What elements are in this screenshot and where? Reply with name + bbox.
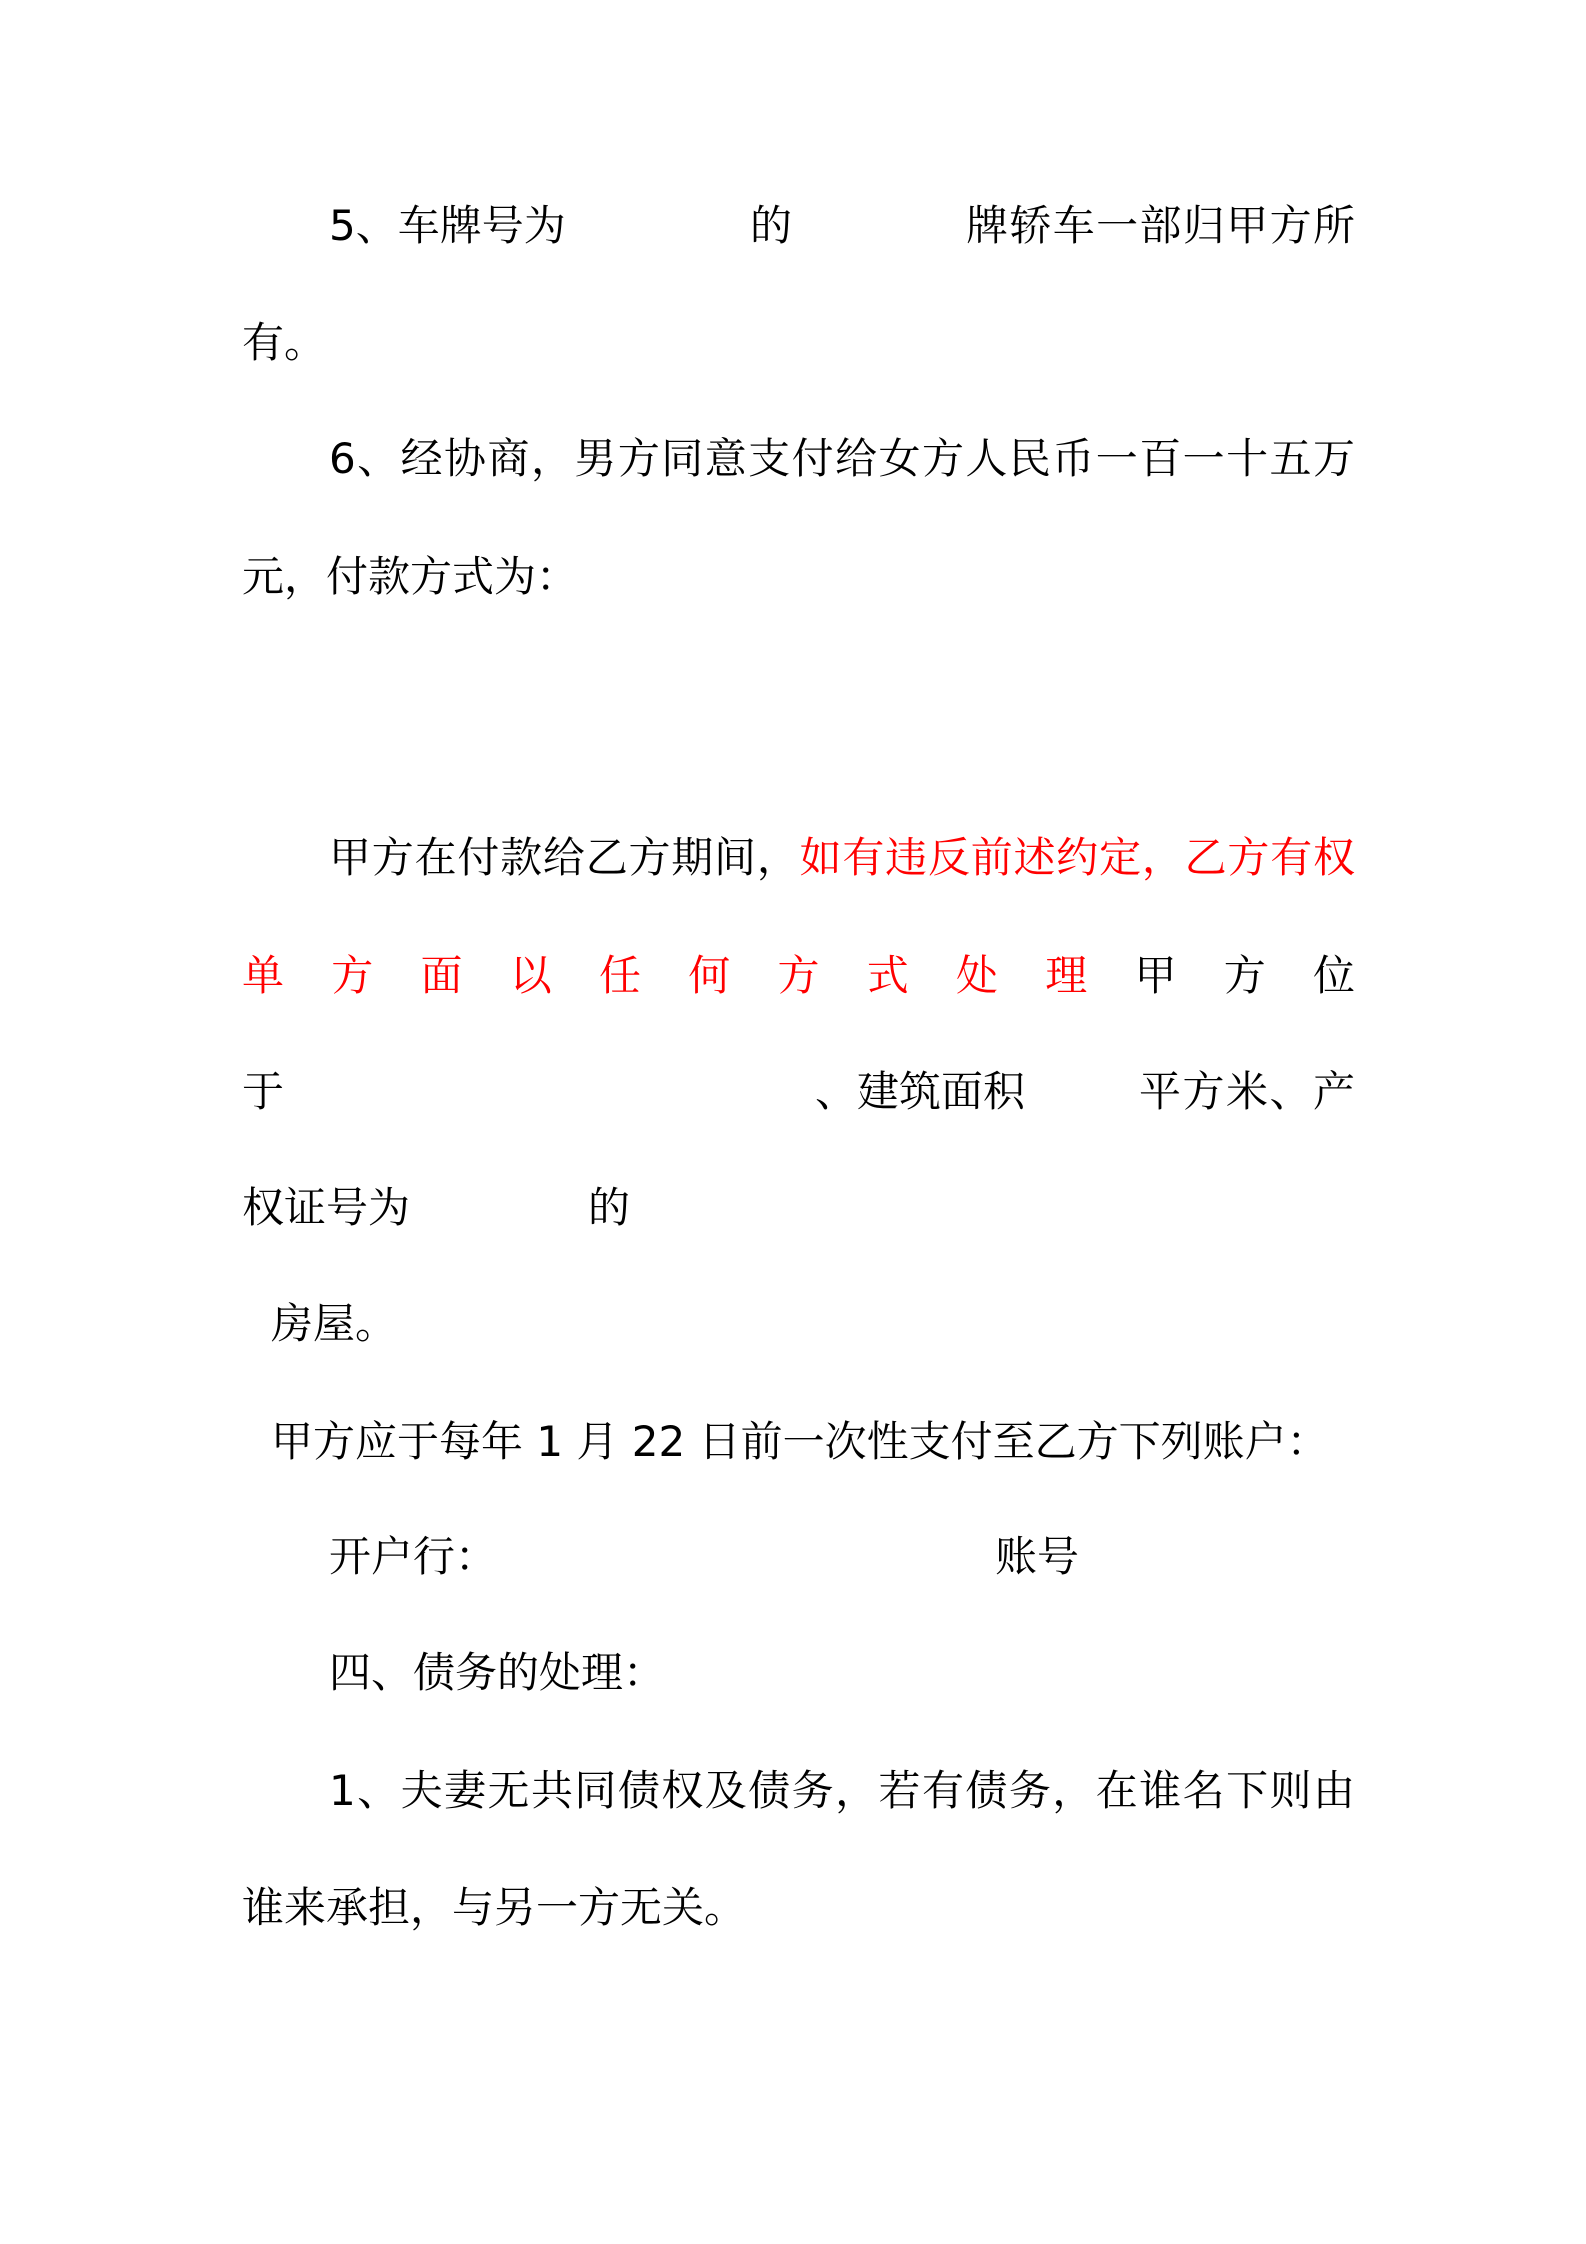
- payment-account-label: 账号: [995, 1532, 1080, 1581]
- default-clause-location-prefix: 于: [242, 1067, 285, 1116]
- debts-heading: 四、债务的处理：: [329, 1648, 666, 1697]
- default-clause-emphasis-1: 如有违反前述约定，乙方有权: [799, 833, 1355, 882]
- default-clause-intro: 甲方在付款给乙方期间，: [329, 833, 800, 882]
- payment-bank-label: 开户行：: [329, 1532, 498, 1581]
- default-clause-area-unit: 平方米、产: [1139, 1067, 1355, 1116]
- default-clause-line-2: [242, 951, 1355, 1001]
- default-clause-line-1: [329, 833, 1355, 883]
- default-clause-owner-location: 甲方位: [1134, 951, 1355, 1000]
- default-clause-area-label: 、建筑面积: [815, 1067, 1026, 1116]
- default-clause-certificate-label: 权证号为: [242, 1183, 411, 1232]
- clause-6-line-1: 6、经协商，男方同意支付给女方人民币一百一十五万: [329, 434, 1355, 483]
- clause-5-continuation: 有。: [242, 318, 327, 367]
- clause-5-suffix: 牌轿车一部归甲方所: [966, 201, 1355, 250]
- default-clause-certificate-of: 的: [588, 1183, 631, 1232]
- default-clause-house: 房屋。: [271, 1299, 398, 1348]
- default-clause-emphasis-2: 单方面以任何方式处理: [242, 951, 1135, 1000]
- debts-item-1-line-2: 谁来承担，与另一方无关。: [242, 1883, 747, 1932]
- clause-5-middle: 的: [750, 201, 793, 250]
- clause-6-line-2: 元，付款方式为：: [242, 552, 579, 601]
- debts-item-1-line-1: 1、夫妻无共同债权及债务，若有债务，在谁名下则由: [329, 1766, 1355, 1815]
- payment-schedule: 甲方应于每年 1 月 22 日前一次性支付至乙方下列账户：: [271, 1417, 1329, 1466]
- clause-5-prefix: 5、车牌号为: [329, 201, 566, 250]
